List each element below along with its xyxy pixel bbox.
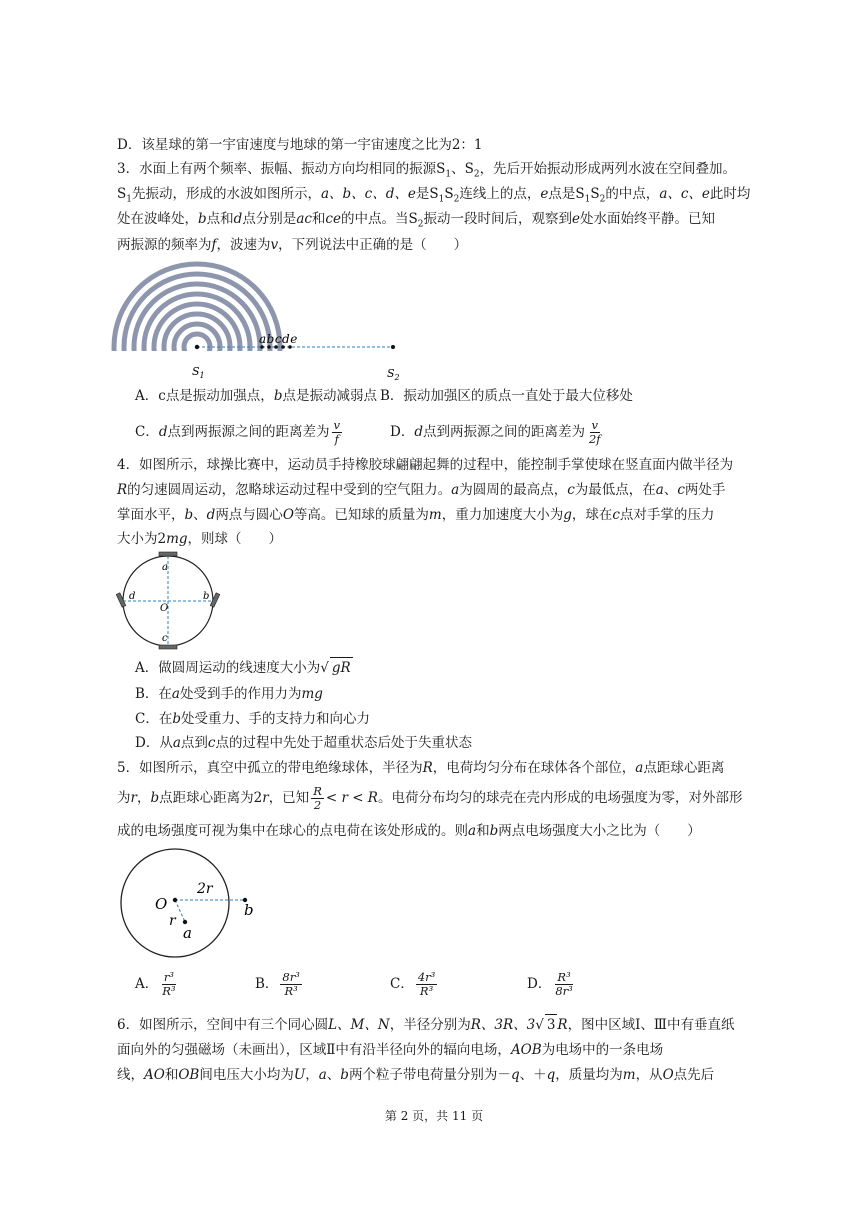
q3-text: 点分别是 xyxy=(242,211,297,227)
sqrt-arg: 3 xyxy=(545,1014,558,1035)
q6-text: 面向外的匀强磁场（未画出），区域Ⅱ中有沿半径向外的辐向电场， xyxy=(117,1042,511,1058)
frac-den: R³ xyxy=(284,983,298,998)
frac-num: r³ xyxy=(163,969,174,984)
q5-text: 两点电场强度大小之比为（ ） xyxy=(498,823,701,839)
q5-option-a[interactable] xyxy=(135,966,180,1002)
label-b: b xyxy=(244,901,254,919)
q5-option-b[interactable] xyxy=(255,966,304,1002)
q3-text: ，下列说法中正确的是（ ） xyxy=(278,237,468,253)
q5-text: < r < R xyxy=(325,790,378,806)
q6-text: 点先后 xyxy=(673,1067,715,1083)
q4-text: a xyxy=(655,482,664,498)
q4-option-d[interactable] xyxy=(135,733,472,753)
prev-option-d: D．该星球的第一宇宙速度与地球的第一宇宙速度之比为2：1 xyxy=(117,137,483,153)
q5-line-2 xyxy=(117,780,742,816)
opt-text: 处受重力、手的支持力和向心力 xyxy=(181,711,370,727)
fraction xyxy=(416,971,437,998)
q4-text: R xyxy=(117,482,128,498)
frac-den: 2 xyxy=(313,797,322,812)
opt-text: 点到两振源之间的距离差为 xyxy=(167,424,330,440)
opt-text: c xyxy=(207,735,216,751)
fraction xyxy=(332,419,343,446)
label-two-r: 2r xyxy=(197,881,213,897)
q6-text: R、3R、3 xyxy=(470,1017,536,1033)
q4-line-1: 4．如图所示，球操比赛中，运动员手持橡胶球翩翩起舞的过程中，能控制手掌使球在竖直面内做半径为 xyxy=(117,457,734,473)
q4-line-3 xyxy=(117,505,714,525)
q5-line-3 xyxy=(117,821,701,841)
q5-line-1 xyxy=(117,758,724,778)
q3-text: S xyxy=(117,186,127,202)
q3-text: a、c、e xyxy=(659,186,710,202)
opt-text: A．做圆周运动的线速度大小为 xyxy=(135,660,321,676)
q6-line-1 xyxy=(117,1014,734,1035)
r-dashed xyxy=(175,900,185,922)
q4-text: 为最低点，在 xyxy=(574,482,656,498)
q5-option-d[interactable] xyxy=(527,966,577,1002)
opt-text: 点到两振源之间的距离差为 xyxy=(422,424,585,440)
frac-num: 8r³ xyxy=(282,969,300,984)
q6-text: ，图中区域Ⅰ、Ⅲ中有垂直纸 xyxy=(567,1017,735,1033)
sub: 2 xyxy=(599,194,606,205)
opt-text: 点是振动加强点， xyxy=(165,388,274,404)
q4-text: 两处手 xyxy=(684,482,726,498)
q6-text: R xyxy=(557,1017,568,1033)
q3-text: 振动一段时间后，观察到 xyxy=(423,211,572,227)
q3-text: 处在波峰处， xyxy=(117,211,198,227)
q5-text: R xyxy=(422,760,433,776)
q4-option-c[interactable] xyxy=(135,709,370,729)
q5-text: 点距球心距离为2 xyxy=(159,790,263,806)
frac-den: R³ xyxy=(419,983,434,998)
q3-text: 3．水面上有两个频率、振幅、振动方向均相同的振源S xyxy=(117,161,446,177)
hand-palm-bottom xyxy=(159,645,177,649)
q4-text: 两点与圆心 xyxy=(215,507,283,523)
q5-text: 5．如图所示，真空中孤立的带电绝缘球体，半径为 xyxy=(117,760,423,776)
sub: 1 xyxy=(584,194,591,205)
q4-text: mg xyxy=(166,531,188,547)
q3-text: e xyxy=(540,186,549,202)
q3-text: 点是S xyxy=(548,186,585,202)
frac-num: R³ xyxy=(557,969,571,984)
frac-den: R³ xyxy=(162,983,176,998)
q6-text: a xyxy=(318,1067,327,1083)
q4-text: 等高。已知球的质量为 xyxy=(293,507,429,523)
q3-line-4 xyxy=(117,235,467,255)
q6-text: L、M、N xyxy=(328,1017,390,1033)
q6-text: OB xyxy=(178,1067,200,1083)
q6-text: O xyxy=(662,1067,674,1083)
sphere-outline xyxy=(121,849,229,957)
hand-palm-right xyxy=(210,593,220,607)
page-footer: 第 2 页，共 11 页 xyxy=(384,1109,484,1123)
q3-text: 的中点， xyxy=(605,186,660,202)
q3-text: 两振源的频率为 xyxy=(117,237,212,253)
q3-text: 是S xyxy=(415,186,439,202)
q3-text: ，波速为 xyxy=(216,237,271,253)
q5-text: ，电荷均匀分布在球体各个部位， xyxy=(432,760,636,776)
q4-text: 为圆周的最高点， xyxy=(459,482,568,498)
sphere-figure xyxy=(115,845,275,970)
q3-text: 点和 xyxy=(206,211,234,227)
q4-text: ，重力加速度大小为 xyxy=(441,507,564,523)
q3-text: ，先后开始振动形成两列水波在空间叠加。 xyxy=(479,161,737,177)
sub: 1 xyxy=(438,194,445,205)
q3-option-d[interactable] xyxy=(390,414,605,450)
q3-text: b xyxy=(198,211,207,227)
q6-text: 、＋ xyxy=(519,1067,547,1083)
q4-text: 、 xyxy=(193,507,207,523)
q3-text: 连线上的点， xyxy=(459,186,541,202)
opt-text: c xyxy=(158,388,166,404)
wave-figure xyxy=(110,258,430,383)
q4-text: c xyxy=(677,482,685,498)
q4-text: g xyxy=(563,507,572,523)
q3-text: d xyxy=(233,211,243,227)
q3-text: 此时均 xyxy=(709,186,751,202)
sqrt-sign: √ xyxy=(320,660,329,676)
opt-text: 点的过程中先处于超重状态后处于失重状态 xyxy=(215,735,472,751)
q6-text: ，半径分别为 xyxy=(389,1017,471,1033)
q6-text: ，质量均为 xyxy=(555,1067,623,1083)
label-r: r xyxy=(169,913,176,929)
q6-text: 和 xyxy=(164,1067,179,1083)
opt-text: D． xyxy=(390,424,415,440)
opt-text: C． xyxy=(390,976,414,992)
q5-text: ，已知 xyxy=(268,790,310,806)
frac-num: v xyxy=(591,417,599,432)
q3-line-2 xyxy=(117,184,750,210)
q5-text: 点距球心距离 xyxy=(643,760,725,776)
q5-option-c[interactable] xyxy=(390,966,439,1002)
sqrt-sign: √ xyxy=(535,1017,544,1033)
opt-text: 处受到手的作用力为 xyxy=(179,686,302,702)
q6-text: q xyxy=(546,1067,556,1083)
q6-line-3 xyxy=(117,1065,714,1085)
q4-text: 点对手掌的压力 xyxy=(619,507,715,523)
opt-text: A． xyxy=(135,976,159,992)
opt-text: C． xyxy=(135,424,159,440)
q3-text: 、S xyxy=(451,161,474,177)
opt-text: B． xyxy=(255,976,279,992)
circle-figure xyxy=(115,549,225,651)
sub: 2 xyxy=(417,219,424,230)
fraction xyxy=(553,971,574,998)
fraction xyxy=(160,971,177,998)
q5-text: b xyxy=(150,790,160,806)
q6-text: 线， xyxy=(117,1067,144,1083)
opt-text: b xyxy=(273,388,283,404)
q3-text: ac xyxy=(296,211,312,227)
s2-dot xyxy=(391,345,395,349)
q4-text: b xyxy=(184,507,194,523)
frac-num: 4r³ xyxy=(417,969,436,984)
q4-text: c xyxy=(567,482,575,498)
q3-text: S xyxy=(590,186,600,202)
q3-text: v xyxy=(270,237,279,253)
q4-option-b[interactable] xyxy=(135,684,323,704)
opt-text: d xyxy=(158,424,168,440)
s1-label: $S_1$ xyxy=(192,365,205,380)
q4-line-2 xyxy=(117,480,725,500)
q5-text: 。电荷分布均匀的球壳在壳内形成的电场强度为零，对外部形 xyxy=(377,790,743,806)
label-b: b xyxy=(203,591,210,602)
q6-text: m xyxy=(622,1067,636,1083)
q6-text: 为电场中的一条电场 xyxy=(541,1042,664,1058)
q3-line-1 xyxy=(117,159,736,185)
q6-text: AO xyxy=(144,1067,165,1083)
q5-text: 成的电场强度可视为集中在球心的点电荷在该处形成的。则 xyxy=(117,823,468,839)
label-d: d xyxy=(129,591,136,602)
opt-text: a xyxy=(171,686,180,702)
q5-text: a xyxy=(468,823,477,839)
frac-den: f xyxy=(334,431,339,446)
hand-palm-left xyxy=(116,593,126,607)
q4-text: 掌面水平， xyxy=(117,507,185,523)
opt-text: D．从 xyxy=(135,735,173,751)
center-dot xyxy=(173,898,177,902)
q3-text: S xyxy=(444,186,454,202)
q3-text: e xyxy=(571,211,580,227)
sub: 2 xyxy=(473,169,480,180)
opt-text: 点到 xyxy=(180,735,208,751)
opt-text: A． xyxy=(135,388,159,404)
q4-text: O xyxy=(282,507,294,523)
s1-dot xyxy=(195,345,199,349)
frac-den: 8r³ xyxy=(555,983,573,998)
hand-palm-top xyxy=(159,552,177,556)
frac-den: 2f xyxy=(588,431,601,446)
q3-option-c[interactable] xyxy=(135,414,344,450)
sub: 1 xyxy=(126,194,132,205)
q3-text: 和 xyxy=(311,211,326,227)
q5-text: ， xyxy=(136,790,151,806)
q6-text: AOB xyxy=(510,1042,542,1058)
q3-text: 的中点。当S xyxy=(340,211,418,227)
q3-text: ce xyxy=(325,211,341,227)
label-c: c xyxy=(162,633,168,644)
q4-line-4 xyxy=(117,529,282,549)
q6-line-2 xyxy=(117,1040,663,1060)
q6-text: ，从 xyxy=(635,1067,663,1083)
q6-text: q xyxy=(510,1067,520,1083)
sub: 2 xyxy=(453,194,460,205)
q5-text: r xyxy=(130,790,137,806)
label-a: a xyxy=(162,562,168,573)
q3-text: a、b、c、d、e xyxy=(320,186,416,202)
opt-text: mg xyxy=(301,686,323,702)
q3-option-a[interactable] xyxy=(135,386,377,406)
q3-option-b[interactable]: B．振动加强区的质点一直处于最大位移处 xyxy=(380,388,633,404)
q4-text: c xyxy=(612,507,620,523)
frac-num: v xyxy=(333,417,340,432)
opt-text: a xyxy=(172,735,181,751)
q6-text: U xyxy=(293,1067,306,1083)
label-o: O xyxy=(160,603,169,614)
q4-text: d xyxy=(206,507,216,523)
opt-text: d xyxy=(414,424,423,440)
q4-text: 、 xyxy=(663,482,678,498)
q5-text: b xyxy=(489,823,499,839)
q3-text: 处水面始终平静。已知 xyxy=(579,211,715,227)
fraction xyxy=(587,419,603,446)
q5-text: 和 xyxy=(476,823,490,839)
fraction xyxy=(280,971,301,998)
q6-text: ， xyxy=(305,1067,319,1083)
q4-text: 的匀速圆周运动，忽略球运动过程中受到的空气阻力。 xyxy=(127,482,452,498)
label-a: a xyxy=(183,924,192,942)
points-label: abcde xyxy=(259,332,298,346)
q4-text: a xyxy=(451,482,460,498)
q6-text: b xyxy=(340,1067,349,1083)
q4-text: m xyxy=(428,507,442,523)
fraction xyxy=(311,785,324,812)
frac-num: R xyxy=(313,783,322,798)
opt-text: B．在 xyxy=(135,686,172,702)
s2-label: $S_2$ xyxy=(387,367,400,382)
sqrt-arg: gR xyxy=(330,657,353,678)
q5-text: r xyxy=(262,790,269,806)
opt-text: 点是振动减弱点 xyxy=(282,388,377,404)
opt-text: C．在 xyxy=(135,711,173,727)
q3-text: 先振动，形成的水波如图所示， xyxy=(131,186,321,202)
q4-text: 大小为2 xyxy=(117,531,167,547)
q4-text: ，球在 xyxy=(571,507,613,523)
q6-text: 两个粒子带电荷量分别为－ xyxy=(348,1067,511,1083)
q4-option-a[interactable] xyxy=(135,657,353,678)
q5-text: 为 xyxy=(117,790,131,806)
q3-text: f xyxy=(211,237,217,253)
q4-text: ，则球（ ） xyxy=(187,531,283,547)
sub: 1 xyxy=(445,169,452,180)
label-o: O xyxy=(155,895,168,913)
q3-line-3 xyxy=(117,209,715,235)
q6-text: 间电压大小均为 xyxy=(199,1067,294,1083)
opt-text: D． xyxy=(527,976,552,992)
q6-text: 、 xyxy=(326,1067,341,1083)
q5-text: a xyxy=(635,760,644,776)
opt-text: b xyxy=(172,711,181,727)
q6-text: 6．如图所示，空间中有三个同心圆 xyxy=(117,1017,329,1033)
